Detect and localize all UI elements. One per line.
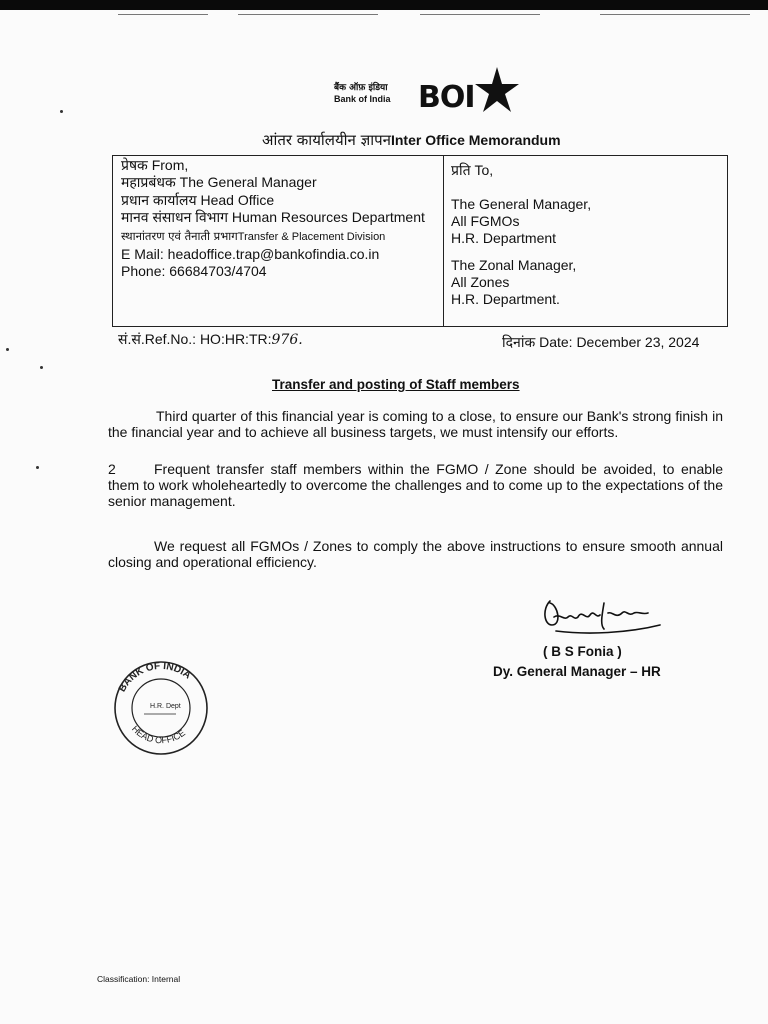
signatory-name: ( B S Fonia ) [543, 644, 622, 659]
from-division-english: Transfer & Placement Division [237, 230, 386, 243]
reference-handwritten-number: 976. [271, 332, 303, 348]
scan-speck [60, 110, 63, 113]
scan-artifact [600, 14, 750, 15]
from-line: मानव संसाधन विभाग Human Resources Department [121, 209, 425, 226]
memo-subject: Transfer and posting of Staff members [272, 377, 520, 392]
memo-title [262, 130, 561, 150]
from-line: प्रधान कार्यालय Head Office [121, 191, 275, 208]
paragraph-number: 2 [108, 461, 116, 477]
memo-date: दिनांक Date: December 23, 2024 [502, 334, 700, 350]
from-email: E Mail: headoffice.trap@bankofindia.co.in [121, 246, 380, 263]
reference-label: सं.सं.Ref.No.: HO:HR:TR: [118, 331, 272, 347]
svg-text:HEAD OFFICE: HEAD OFFICE [129, 723, 188, 746]
paragraph-text: Frequent transfer staff members within the FGMO / Zone should be avoided, to enable them to work wholeheartedly to overcome the challenges and to come up to the expectations of the senior management. [108, 461, 723, 509]
to-line: All Zones [451, 274, 510, 290]
office-seal [106, 658, 216, 758]
to-block [451, 162, 591, 308]
star-icon [474, 66, 520, 114]
scan-speck [40, 366, 43, 369]
memo-title-english: Inter Office Memorandum [390, 132, 561, 148]
svg-text:H.R. Dept: H.R. Dept [150, 703, 181, 710]
reference-number [118, 330, 303, 349]
from-phone: Phone: 66684703/4704 [121, 263, 267, 280]
to-line: H.R. Department [451, 230, 557, 246]
bank-logo [334, 66, 524, 116]
body-paragraph-1: Third quarter of this financial year is coming to a close, to ensure our Bank's strong finish in the financial year and to achieve all business targets, we must intensify our efforts. [108, 408, 723, 440]
address-divider [443, 156, 444, 326]
scan-speck [36, 466, 39, 469]
scan-artifact [118, 14, 208, 15]
scan-artifact [420, 14, 540, 15]
from-line [121, 227, 425, 246]
scan-artifact [238, 14, 378, 15]
from-division-hindi: स्थानांतरण एवं तैनाती प्रभाग [121, 228, 238, 243]
to-line: H.R. Department. [451, 291, 560, 307]
from-line: महाप्रबंधक The General Manager [121, 174, 317, 191]
from-label: प्रेषक From, [121, 157, 189, 173]
body-paragraph-2 [108, 461, 723, 509]
svg-text:BANK OF INDIA: BANK OF INDIA [116, 660, 193, 694]
scan-top-edge [0, 0, 768, 10]
body-paragraph-3: We request all FGMOs / Zones to comply the above instructions to ensure smooth annual closing and operational efficiency. [108, 538, 723, 570]
to-line: The General Manager, [451, 196, 592, 212]
logo-bank-name-hindi: बैंक ऑफ़ इंडिया [334, 83, 388, 93]
classification-label: Classification: Internal [97, 974, 181, 984]
signatory-designation: Dy. General Manager – HR [493, 664, 661, 679]
logo-bank-name-english: Bank of India [334, 94, 391, 104]
logo-wordmark: BOI [418, 80, 475, 115]
scan-speck [6, 348, 9, 351]
to-label: प्रति To, [451, 162, 494, 178]
from-block [121, 157, 425, 281]
memo-title-hindi: आंतर कार्यालयीन ज्ञापन [262, 131, 391, 149]
to-line: The Zonal Manager, [451, 257, 577, 273]
to-line: All FGMOs [451, 213, 520, 229]
address-box [112, 155, 728, 327]
handwritten-signature [538, 595, 664, 637]
